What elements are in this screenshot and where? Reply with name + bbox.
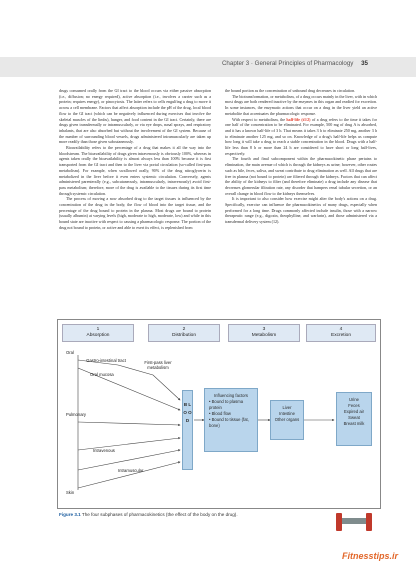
phase-absorption: 1 Absorption	[62, 324, 134, 342]
phase-excretion: 4 Excretion	[306, 324, 376, 342]
route-oral-mucosa: Oral mucosa	[90, 372, 114, 377]
paragraph: The process of moving a now absorbed drug to the target tissues is influenced by the concentration of the drug in the body, the flow of blood into the target tissue, and the percentage of the drug bound to protein in the plasma. Most drugs are bound to protein (usually albumin) at varying levels (high, moderate to high, moderate, low) and while in this bound state are inactive with respect to causing a pharmacologic response. The portion of the drug not bound to protein, or active and able to exert its effect, is replenished from	[59, 196, 211, 230]
paragraph: The fourth and final subcomponent within the pharmacokinetic phase pertains to elimination, the main avenue of which is through the kidneys as urine; however, other routes such as bile, feces, saliva, and sweat contribute to drug elimination as well. All drugs that are free in plasma (not bound to protein) are filtered through the kidneys. Factors that can affect the ability of the kidneys to filter (and therefore eliminate) a drug include any disease that decreases glomerular filtration rate, any disorder that hampers renal tubular secretion, or an overall change in blood flow to the kidneys themselves.	[225, 156, 377, 196]
paragraph: the bound portion as the concentration of unbound drug decreases in circulation.	[225, 88, 356, 93]
phase-metabolism: 3 Metabolism	[228, 324, 300, 342]
figure-label: Figure 3.1	[59, 512, 81, 517]
paragraph: drugs consumed orally from the GI tract to the blood occurs via either passive absorption (i.e., diffusion; no energy required), active absorption (i.e., involves a carrier such as a protein; requires energy), or pinocytosis. The latter refers to cells engulfing a drug to move it across a cell membrane. Factors that affect absorption include the pH of the drug, local blood flow to the GI tract (which can be negatively influenced during exercises that involve the skeletal muscles of the limbs), hunger, and food content in the GI tract. Certainly, there are drugs given transdermally or intramuscularly, or via eye drops, nasal sprays, and respiratory inhalants, that are also absorbed but without the involvement of the GI system. Because of the number of surrounding blood vessels, drugs administered intramuscularly are taken up more readily than those given subcutaneously.	[59, 88, 211, 145]
left-column	[59, 88, 211, 231]
figure-caption	[59, 512, 238, 517]
paragraph: With respect to metabolism, the half-life (t1/2) of a drug refers to the time it takes for one half of the concentration to be eliminated. For example, 500 mg of drug A is absorbed, and it has a known half-life of 3 h. That means it takes 3 h to eliminate 250 mg, another 3 h to eliminate another 125 mg, and so on. Knowledge of a drug's half-life helps us compute how long it will take a drug to reach a stable concentration in the blood. Drugs with a half-life less than 8 h or more than 24 h are considered to have short or long half-lives, respectively.	[225, 116, 378, 156]
watermark-text: Fitnesstips.ir	[341, 551, 398, 561]
route-intramuscular: Intramuscular	[118, 468, 144, 473]
paragraph: It is important to also consider how exercise might alter the body's actions on a drug. Specifically, exercise can influence the pharmacokinetics of many drugs, especially when performed for a long time. Drugs commonly affected include insulin, those with a narrow therapeutic range (e.g., digoxin, theophylline, and warfarin), and those administered via a transdermal delivery system (12).	[225, 196, 377, 225]
term-half-life: half-life (t1/2)	[286, 116, 311, 122]
first-pass-label: First-pass liver metabolism	[144, 360, 172, 370]
section-title: General Principles of Pharmacology	[254, 60, 354, 67]
blood-column: B L O O D	[182, 390, 193, 470]
route-intravenous: Intravenous	[93, 448, 115, 453]
paragraph: Bioavailability refers to the percentage of a drug that makes it all the way into the bloodstream. The bioavailability of drugs given intravenously is obviously 100%, whereas in agents taken orally the bioavailability is almost always less than 100% because it is first transported from the GI tract and then to the liver via portal circulation (so-called first-pass metabolism). For example, when swallowed orally, 90% of the drug nitroglycerin is metabolized in the liver before it even enters systemic circulation. Conversely, agents administered parenterally (e.g., subcutaneously, intramuscularly, intravenously) avoid first-pass metabolism; therefore, more of the drug is available to the tissues during its first time through systemic circulation.	[59, 145, 211, 196]
page-number: 35	[361, 60, 368, 67]
excretion-box: Urine Feces Expired air Sweat Breast milk	[336, 392, 372, 446]
route-skin: Skin	[66, 490, 75, 495]
right-column	[225, 88, 377, 225]
route-gi-tract: Gastro-intestinal tract	[86, 358, 126, 363]
route-pulmonary: Pulmonary	[66, 412, 87, 417]
paragraph: The biotransformation, or metabolism, of a drug occurs mainly in the liver, with in which most drugs are both rendered inactive by the enzymes in this organ and readied for excretion. In some instances, the enzymatic actions that occur on a drug in the liver yield an active metabolite that accentuates the pharmacologic response.	[225, 93, 377, 116]
figure-pharmacokinetics	[57, 319, 381, 509]
dumbbell-logo-icon	[328, 509, 386, 555]
phase-distribution: 2 Distribution	[148, 324, 220, 342]
chapter-label: Chapter 3	[221, 60, 250, 67]
distribution-box: Influencing factors • Bound to plasma protein • Blood flow • Bound to tissue (fat, bone)	[204, 388, 258, 452]
route-oral: Oral	[66, 350, 74, 355]
caption-text: The four subphases of pharmacokinetics (the effect of the body on the drug).	[81, 512, 238, 517]
running-header: Chapter 3 · General Principles of Pharmacology 35	[221, 60, 368, 67]
metabolism-box: Liver Intestine Other organs	[270, 400, 304, 440]
